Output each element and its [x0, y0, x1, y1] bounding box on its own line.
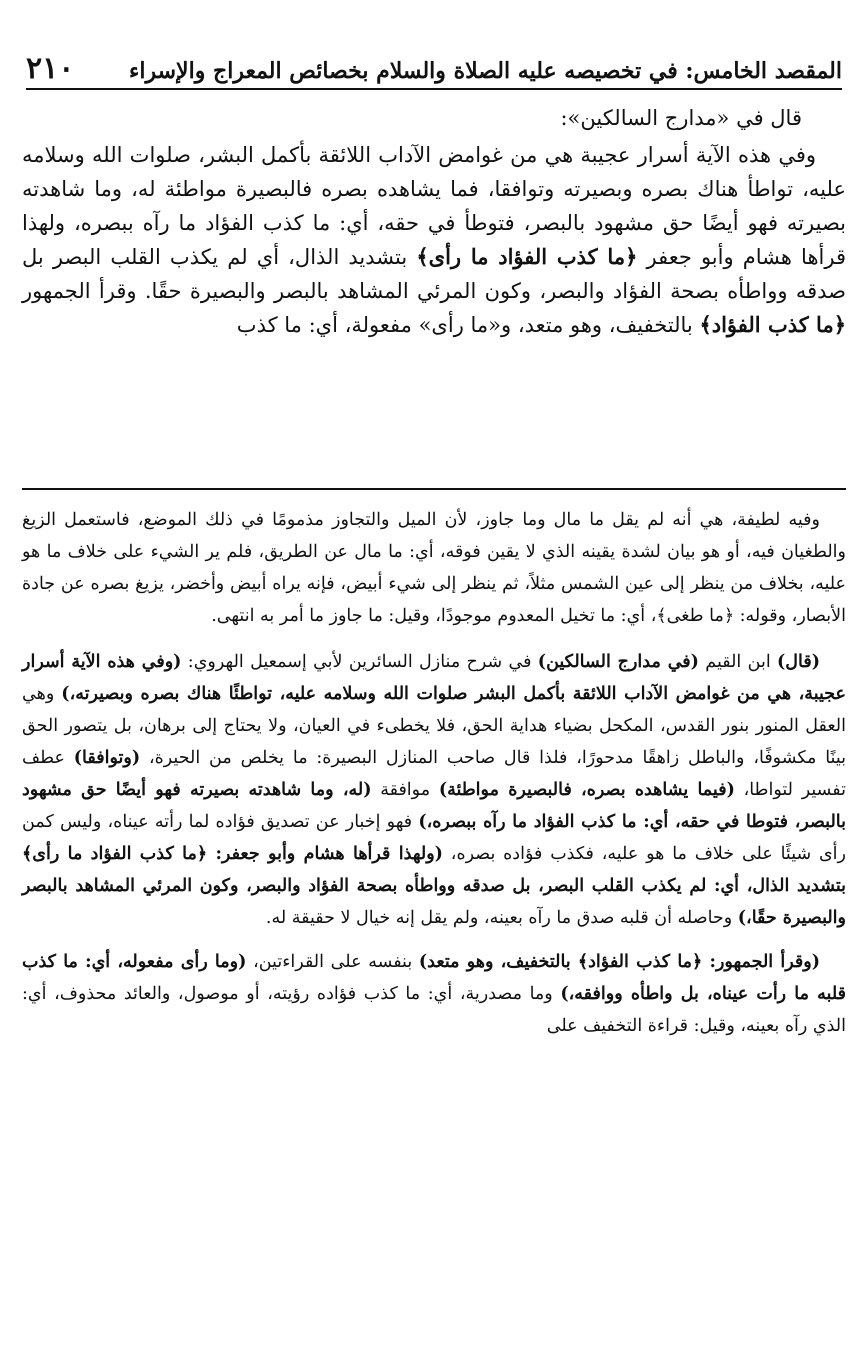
main-text [22, 98, 846, 342]
commentary-text: عطف تفسير لتواطا، [22, 748, 846, 800]
intro-line: قال في «مدارج السالكين»: [560, 106, 802, 130]
commentary-bold: (وفي هذه الآية أسرار عجيبة، هي من غوامض الآداب اللائقة بأكمل البشر صلوات الله وسلامه عليه، تواطئًا هناك بصره وبصيرته،) [22, 652, 846, 704]
commentary-text: موافقة [371, 780, 439, 800]
commentary-bold: (له، وما شاهدته بصيرته فهو أيضًا حق مشهود بالبصر، فتوطا في حقه، أي: ما كذب الفؤاد ما رآه ببصره،) [22, 780, 846, 832]
commentary [22, 504, 846, 1042]
commentary-text: وما مصدرية، أي: ما كذب فؤاده رؤيته، أو موصول، والعائد محذوف، أي: الذي رآه بعينه، وقيل: قراءة التخفيف على [22, 984, 846, 1036]
page-number: ٢١٠ [26, 51, 75, 86]
commentary-bold: (وتوافقا) [73, 748, 141, 768]
commentary-bold: (قال) [777, 652, 821, 672]
commentary-bold: (ولهذا قرأها هشام وأبو جعفر: ﴿ما كذب الفؤاد ما رأى﴾ بتشديد الذال، أي: لم يكذب القلب البصر، بل صدقه وواطأه بصحة الفؤاد والبصر، وكون المرئي المشاهد بالبصر والبصيرة حقًا،) [22, 844, 846, 928]
commentary-bold: (فيما يشاهده بصره، فالبصيرة مواطئة) [438, 780, 735, 800]
quran-quote: ﴿ما كذب الفؤاد﴾ [699, 312, 846, 337]
commentary-text: ابن القيم [698, 652, 778, 672]
commentary-text: بنفسه على القراءتين، [246, 952, 419, 972]
main-paragraph [22, 138, 846, 342]
page-header [26, 44, 842, 90]
commentary-bold: (وما رأى مفعوله، أي: ما كذب قلبه ما رأت عيناه، بل واطأه ووافقه،) [22, 952, 846, 1004]
quran-quote: ﴿ما كذب الفؤاد ما رأى﴾ [416, 244, 638, 269]
footnote-divider [22, 488, 846, 490]
commentary-bold: (وقرأ الجمهور: ﴿ما كذب الفؤاد﴾ بالتخفيف، وهو متعد) [418, 952, 820, 972]
commentary-text: وحاصله أن قلبه صدق ما رآه بعينه، ولم يقل إنه خيال لا حقيقة له. [265, 908, 738, 928]
commentary-text: في شرح منازل السائرين لأبي إسمعيل الهروي: [181, 652, 538, 672]
commentary-paragraph [22, 946, 846, 1042]
running-title: المقصد الخامس: في تخصيصه عليه الصلاة والسلام بخصائص المعراج والإسراء [129, 58, 842, 84]
commentary-text: وهي العقل المنور بنور القدس، المكحل بضياء هداية الحق، فلا يخطىء في العيان، ولا يحتاج إلى برهان، بل يتصور الحق بينًا مكشوفًا، والباطل زاهقًا مدحورًا، فلذا قال صاحب المنازل البصيرة: ما يخلص من الحيرة، [22, 684, 846, 768]
commentary-paragraph [22, 646, 846, 934]
commentary-text: فهو إخبار عن تصديق فؤاده لما رأته عيناه، وليس كمن رأى شيئًا على خلاف ما هو عليه، فكذب فؤاده بصره، [22, 812, 846, 864]
commentary-bold: (في مدارج السالكين) [537, 652, 699, 672]
main-text-run: وفي هذه الآية أسرار عجيبة هي من غوامض الآداب اللائقة بأكمل البشر، صلوات الله وسلامه عليه، تواطأ هناك بصره وبصيرته وتوافقا، فما يشاهده بصره فالبصيرة مواطئة له، وما شاهدته بصيرته فهو أيضًا حق مشهود بالبصر، فتوطأ في حقه، أي: ما كذب الفؤاد ما رآه ببصره، ولهذا قرأها هشام وأبو جعفر [22, 143, 846, 269]
commentary-paragraph: وفيه لطيفة، هي أنه لم يقل ما مال وما جاوز، لأن الميل والتجاوز مذمومًا في ذلك الموضع، فاستعمل الزيغ والطغيان فيه، أو هو بيان لشدة يقينه الذي لا يقين فوقه، أي: ما مال عن الطريق، فلم ير الشيء على خلاف ما هو عليه، بخلاف من ينظر إلى عين الشمس مثلاً، ثم ينظر إلى شيء أبيض، فإنه يراه أبيض وأخضر، يزيغ بصره عن جادة الأبصار، وقوله: ﴿ما طغى﴾، أي: ما تخيل المعدوم موجودًا، وقيل: ما جاوز ما أمر به انتهى. [22, 510, 846, 626]
main-text-run: بالتخفيف، وهو متعد، و«ما رأى» مفعولة، أي: ما كذب [236, 313, 700, 337]
main-text-run: بتشديد الذال، أي لم يكذب القلب البصر بل صدقه وواطأه بصحة الفؤاد والبصر، وكون المرئي المشاهد بالبصر والبصيرة حقًا. وقرأ الجمهور [22, 245, 846, 303]
